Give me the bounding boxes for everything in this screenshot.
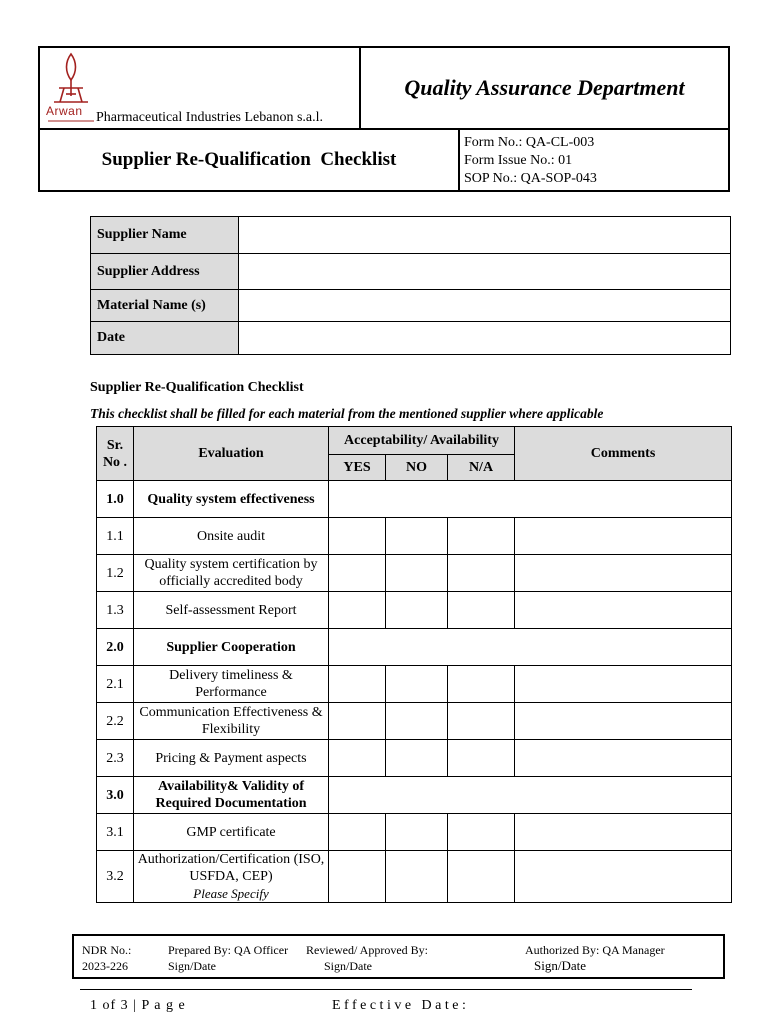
page-number: 1 of 3 | P a g e — [90, 998, 186, 1013]
evaluation-text: Communication Effectiveness & Flexibility — [139, 705, 323, 737]
info-row — [91, 290, 731, 322]
na-cell[interactable] — [448, 666, 515, 703]
form-number: Form No.: QA-CL-003 — [464, 135, 595, 150]
row-number: 2.0 — [97, 629, 134, 666]
section-blank-cell — [329, 481, 732, 518]
form-title: Supplier Re-Qualification Checklist — [101, 149, 397, 170]
supplier-info-table — [90, 216, 731, 355]
row-number: 3.2 — [97, 851, 134, 903]
yes-header: YES — [329, 455, 386, 481]
checklist-body — [97, 481, 732, 903]
row-number: 1.2 — [97, 555, 134, 592]
no-cell[interactable] — [386, 555, 448, 592]
section-blank-cell — [329, 777, 732, 814]
table-row — [97, 666, 732, 703]
evaluation-text: Pricing & Payment aspects — [155, 750, 307, 766]
authorized-by: Authorized By: QA Manager — [525, 943, 665, 957]
department-title: Quality Assurance Department — [404, 75, 685, 100]
info-label: Date — [91, 322, 239, 355]
department-cell — [361, 48, 728, 130]
table-row — [97, 592, 732, 629]
row-number: 1.1 — [97, 518, 134, 555]
yes-cell[interactable] — [329, 851, 386, 903]
yes-cell[interactable] — [329, 740, 386, 777]
table-row — [97, 851, 732, 903]
evaluation-cell — [134, 481, 329, 518]
evaluation-text: Quality system certification by officially accredited body — [144, 557, 318, 589]
effective-date-label: Effective Date: — [332, 998, 470, 1013]
evaluation-cell — [134, 518, 329, 555]
section-row — [97, 481, 732, 518]
logo-wordmark: Arwan — [46, 104, 83, 118]
section-blank-cell — [329, 629, 732, 666]
footer-divider — [80, 989, 692, 990]
yes-cell[interactable] — [329, 555, 386, 592]
sop-number: SOP No.: QA-SOP-043 — [464, 171, 597, 186]
no-header: NO — [386, 455, 448, 481]
ndr-label: NDR No.: — [82, 943, 132, 957]
table-row — [97, 703, 732, 740]
comments-cell[interactable] — [515, 666, 732, 703]
na-cell[interactable] — [448, 703, 515, 740]
no-cell[interactable] — [386, 740, 448, 777]
na-cell[interactable] — [448, 814, 515, 851]
prepared-block — [168, 942, 288, 974]
row-number: 2.3 — [97, 740, 134, 777]
form-issue-number: Form Issue No.: 01 — [464, 153, 573, 168]
info-row — [91, 322, 731, 355]
comments-cell[interactable] — [515, 703, 732, 740]
reviewed-sign: Sign/Date — [324, 959, 372, 973]
na-cell[interactable] — [448, 740, 515, 777]
evaluation-text: Supplier Cooperation — [166, 639, 296, 655]
row-number: 2.1 — [97, 666, 134, 703]
row-number: 3.0 — [97, 777, 134, 814]
company-name: Pharmaceutical Industries Lebanon s.a.l. — [96, 110, 324, 125]
na-header: N/A — [448, 455, 515, 481]
comments-cell[interactable] — [515, 555, 732, 592]
na-cell[interactable] — [448, 851, 515, 903]
yes-cell[interactable] — [329, 703, 386, 740]
supplier-name-field[interactable] — [239, 217, 731, 254]
evaluation-cell — [134, 703, 329, 740]
company-cell — [40, 48, 361, 130]
evaluation-cell — [134, 555, 329, 592]
authorized-sign: Sign/Date — [534, 958, 586, 973]
table-row — [97, 555, 732, 592]
row-number: 1.3 — [97, 592, 134, 629]
info-label: Supplier Name — [91, 217, 239, 254]
comments-cell[interactable] — [515, 851, 732, 903]
row-number: 3.1 — [97, 814, 134, 851]
evaluation-text: Availability& Validity of Required Documentation — [155, 779, 307, 811]
authorized-block — [525, 942, 665, 974]
prepared-sign: Sign/Date — [168, 959, 216, 973]
supplier-address-field[interactable] — [239, 254, 731, 290]
no-cell[interactable] — [386, 851, 448, 903]
evaluation-text: GMP certificate — [186, 824, 276, 840]
row-number: 1.0 — [97, 481, 134, 518]
checklist-table — [96, 426, 732, 903]
evaluation-cell — [134, 814, 329, 851]
info-row — [91, 254, 731, 290]
info-label: Material Name (s) — [91, 290, 239, 322]
comments-cell[interactable] — [515, 518, 732, 555]
ndr-block — [82, 942, 131, 974]
evaluation-cell — [134, 629, 329, 666]
checklist-note: This checklist shall be filled for each material from the mentioned supplier where applicable — [90, 406, 604, 421]
yes-cell[interactable] — [329, 814, 386, 851]
evaluation-note: Please Specify — [193, 886, 269, 901]
comments-cell[interactable] — [515, 740, 732, 777]
evaluation-text: Quality system effectiveness — [147, 491, 315, 507]
comments-cell[interactable] — [515, 814, 732, 851]
evaluation-text: Self-assessment Report — [165, 602, 297, 618]
document-header — [38, 46, 730, 192]
yes-cell[interactable] — [329, 518, 386, 555]
form-info-cell — [460, 130, 728, 190]
evaluation-text: Onsite audit — [196, 528, 266, 544]
section-row — [97, 629, 732, 666]
no-cell[interactable] — [386, 666, 448, 703]
yes-cell[interactable] — [329, 666, 386, 703]
table-row — [97, 814, 732, 851]
material-name-field[interactable] — [239, 290, 731, 322]
reviewed-block — [306, 942, 428, 974]
info-label: Supplier Address — [91, 254, 239, 290]
evaluation-cell — [134, 592, 329, 629]
no-cell[interactable] — [386, 592, 448, 629]
reviewed-by: Reviewed/ Approved By: — [306, 943, 428, 957]
section-row — [97, 777, 732, 814]
evaluation-cell — [134, 666, 329, 703]
na-cell[interactable] — [448, 518, 515, 555]
row-number: 2.2 — [97, 703, 134, 740]
sr-no-header: Sr. No . — [97, 427, 134, 481]
na-cell[interactable] — [448, 555, 515, 592]
form-title-cell — [40, 130, 460, 190]
no-cell[interactable] — [386, 703, 448, 740]
prepared-by: Prepared By: QA Officer — [168, 943, 289, 957]
evaluation-cell — [134, 851, 329, 903]
no-cell[interactable] — [386, 814, 448, 851]
evaluation-text: Delivery timeliness & Performance — [169, 668, 293, 700]
info-row — [91, 217, 731, 254]
yes-cell[interactable] — [329, 592, 386, 629]
no-cell[interactable] — [386, 518, 448, 555]
table-row — [97, 740, 732, 777]
na-cell[interactable] — [448, 592, 515, 629]
comments-header: Comments — [515, 427, 732, 481]
approval-footer — [72, 934, 725, 979]
evaluation-cell — [134, 777, 329, 814]
evaluation-header: Evaluation — [134, 427, 329, 481]
ndr-value: 2023-226 — [82, 959, 128, 973]
acceptability-header: Acceptability/ Availability — [329, 427, 515, 455]
checklist-title: Supplier Re-Qualification Checklist — [90, 380, 304, 395]
comments-cell[interactable] — [515, 592, 732, 629]
table-row — [97, 518, 732, 555]
date-field[interactable] — [239, 322, 731, 355]
evaluation-text: Authorization/Certification (ISO, USFDA, CEP) — [137, 852, 325, 884]
evaluation-cell — [134, 740, 329, 777]
